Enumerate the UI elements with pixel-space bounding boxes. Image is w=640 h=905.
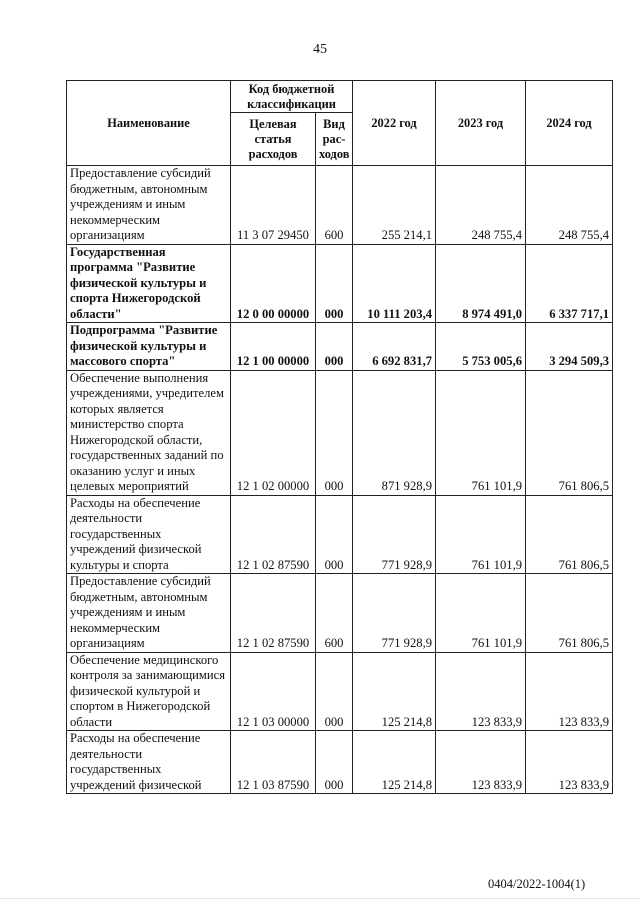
row-expense-kind: 000 bbox=[316, 652, 353, 731]
row-value-2023: 248 755,4 bbox=[436, 166, 526, 245]
row-target-article: 12 1 00 00000 bbox=[231, 323, 316, 371]
row-expense-kind: 600 bbox=[316, 574, 353, 653]
row-value-2022: 255 214,1 bbox=[353, 166, 436, 245]
row-value-2022: 6 692 831,7 bbox=[353, 323, 436, 371]
row-value-2024: 761 806,5 bbox=[526, 370, 613, 495]
row-value-2022: 125 214,8 bbox=[353, 731, 436, 794]
row-value-2024: 6 337 717,1 bbox=[526, 244, 613, 323]
row-expense-kind: 000 bbox=[316, 495, 353, 574]
row-name: Предоставление субсидий бюджетным, автономным учреждениям и иным некоммерческим организациям bbox=[67, 574, 231, 653]
header-year-2024: 2024 год bbox=[526, 81, 613, 166]
row-value-2023: 5 753 005,6 bbox=[436, 323, 526, 371]
row-value-2022: 10 111 203,4 bbox=[353, 244, 436, 323]
table-row bbox=[67, 574, 613, 653]
row-value-2024: 761 806,5 bbox=[526, 574, 613, 653]
budget-table bbox=[66, 80, 613, 794]
table-row bbox=[67, 652, 613, 731]
row-expense-kind: 600 bbox=[316, 166, 353, 245]
row-value-2024: 761 806,5 bbox=[526, 495, 613, 574]
header-expense-kind: Вид рас-ходов bbox=[316, 113, 353, 166]
row-value-2024: 248 755,4 bbox=[526, 166, 613, 245]
row-name: Обеспечение выполнения учреждениями, учредителем которых является министерство спорта Нижегородской области, государственных заданий по оказанию услуг и иных целевых мероприятий bbox=[67, 370, 231, 495]
table-row bbox=[67, 244, 613, 323]
row-target-article: 12 1 02 87590 bbox=[231, 574, 316, 653]
row-name: Подпрограмма "Развитие физической культуры и массового спорта" bbox=[67, 323, 231, 371]
row-value-2023: 123 833,9 bbox=[436, 731, 526, 794]
header-year-2022: 2022 год bbox=[353, 81, 436, 166]
row-name: Обеспечение медицинского контроля за занимающимися физической культурой и спортом в Нижегородской области bbox=[67, 652, 231, 731]
table-row bbox=[67, 495, 613, 574]
row-value-2023: 761 101,9 bbox=[436, 495, 526, 574]
row-name: Расходы на обеспечение деятельности государственных учреждений физической культуры и спорта bbox=[67, 495, 231, 574]
row-value-2022: 771 928,9 bbox=[353, 495, 436, 574]
row-target-article: 12 1 03 87590 bbox=[231, 731, 316, 794]
row-expense-kind: 000 bbox=[316, 244, 353, 323]
row-name: Расходы на обеспечение деятельности государственных учреждений физической bbox=[67, 731, 231, 794]
row-value-2022: 871 928,9 bbox=[353, 370, 436, 495]
row-target-article: 12 1 02 00000 bbox=[231, 370, 316, 495]
row-name: Государственная программа "Развитие физической культуры и спорта Нижегородской области" bbox=[67, 244, 231, 323]
row-value-2023: 761 101,9 bbox=[436, 574, 526, 653]
row-value-2023: 761 101,9 bbox=[436, 370, 526, 495]
table-header bbox=[67, 81, 613, 166]
row-value-2024: 3 294 509,3 bbox=[526, 323, 613, 371]
page-bottom-edge bbox=[0, 898, 640, 899]
row-value-2023: 8 974 491,0 bbox=[436, 244, 526, 323]
header-budget-classification: Код бюджетной классификации bbox=[231, 81, 353, 113]
header-name: Наименование bbox=[67, 81, 231, 166]
page-number: 45 bbox=[313, 42, 327, 57]
header-year-2023: 2023 год bbox=[436, 81, 526, 166]
table-row bbox=[67, 166, 613, 245]
row-target-article: 12 0 00 00000 bbox=[231, 244, 316, 323]
row-value-2022: 771 928,9 bbox=[353, 574, 436, 653]
table-row bbox=[67, 323, 613, 371]
row-value-2023: 123 833,9 bbox=[436, 652, 526, 731]
table-row bbox=[67, 370, 613, 495]
row-expense-kind: 000 bbox=[316, 731, 353, 794]
document-code: 0404/2022-1004(1) bbox=[488, 877, 586, 891]
row-expense-kind: 000 bbox=[316, 370, 353, 495]
header-target-article: Целевая статья расходов bbox=[231, 113, 316, 166]
table-body bbox=[67, 166, 613, 794]
row-target-article: 12 1 03 00000 bbox=[231, 652, 316, 731]
row-name: Предоставление субсидий бюджетным, автономным учреждениям и иным некоммерческим организациям bbox=[67, 166, 231, 245]
row-value-2024: 123 833,9 bbox=[526, 731, 613, 794]
row-target-article: 11 3 07 29450 bbox=[231, 166, 316, 245]
row-value-2022: 125 214,8 bbox=[353, 652, 436, 731]
row-value-2024: 123 833,9 bbox=[526, 652, 613, 731]
row-target-article: 12 1 02 87590 bbox=[231, 495, 316, 574]
table-row bbox=[67, 731, 613, 794]
row-expense-kind: 000 bbox=[316, 323, 353, 371]
